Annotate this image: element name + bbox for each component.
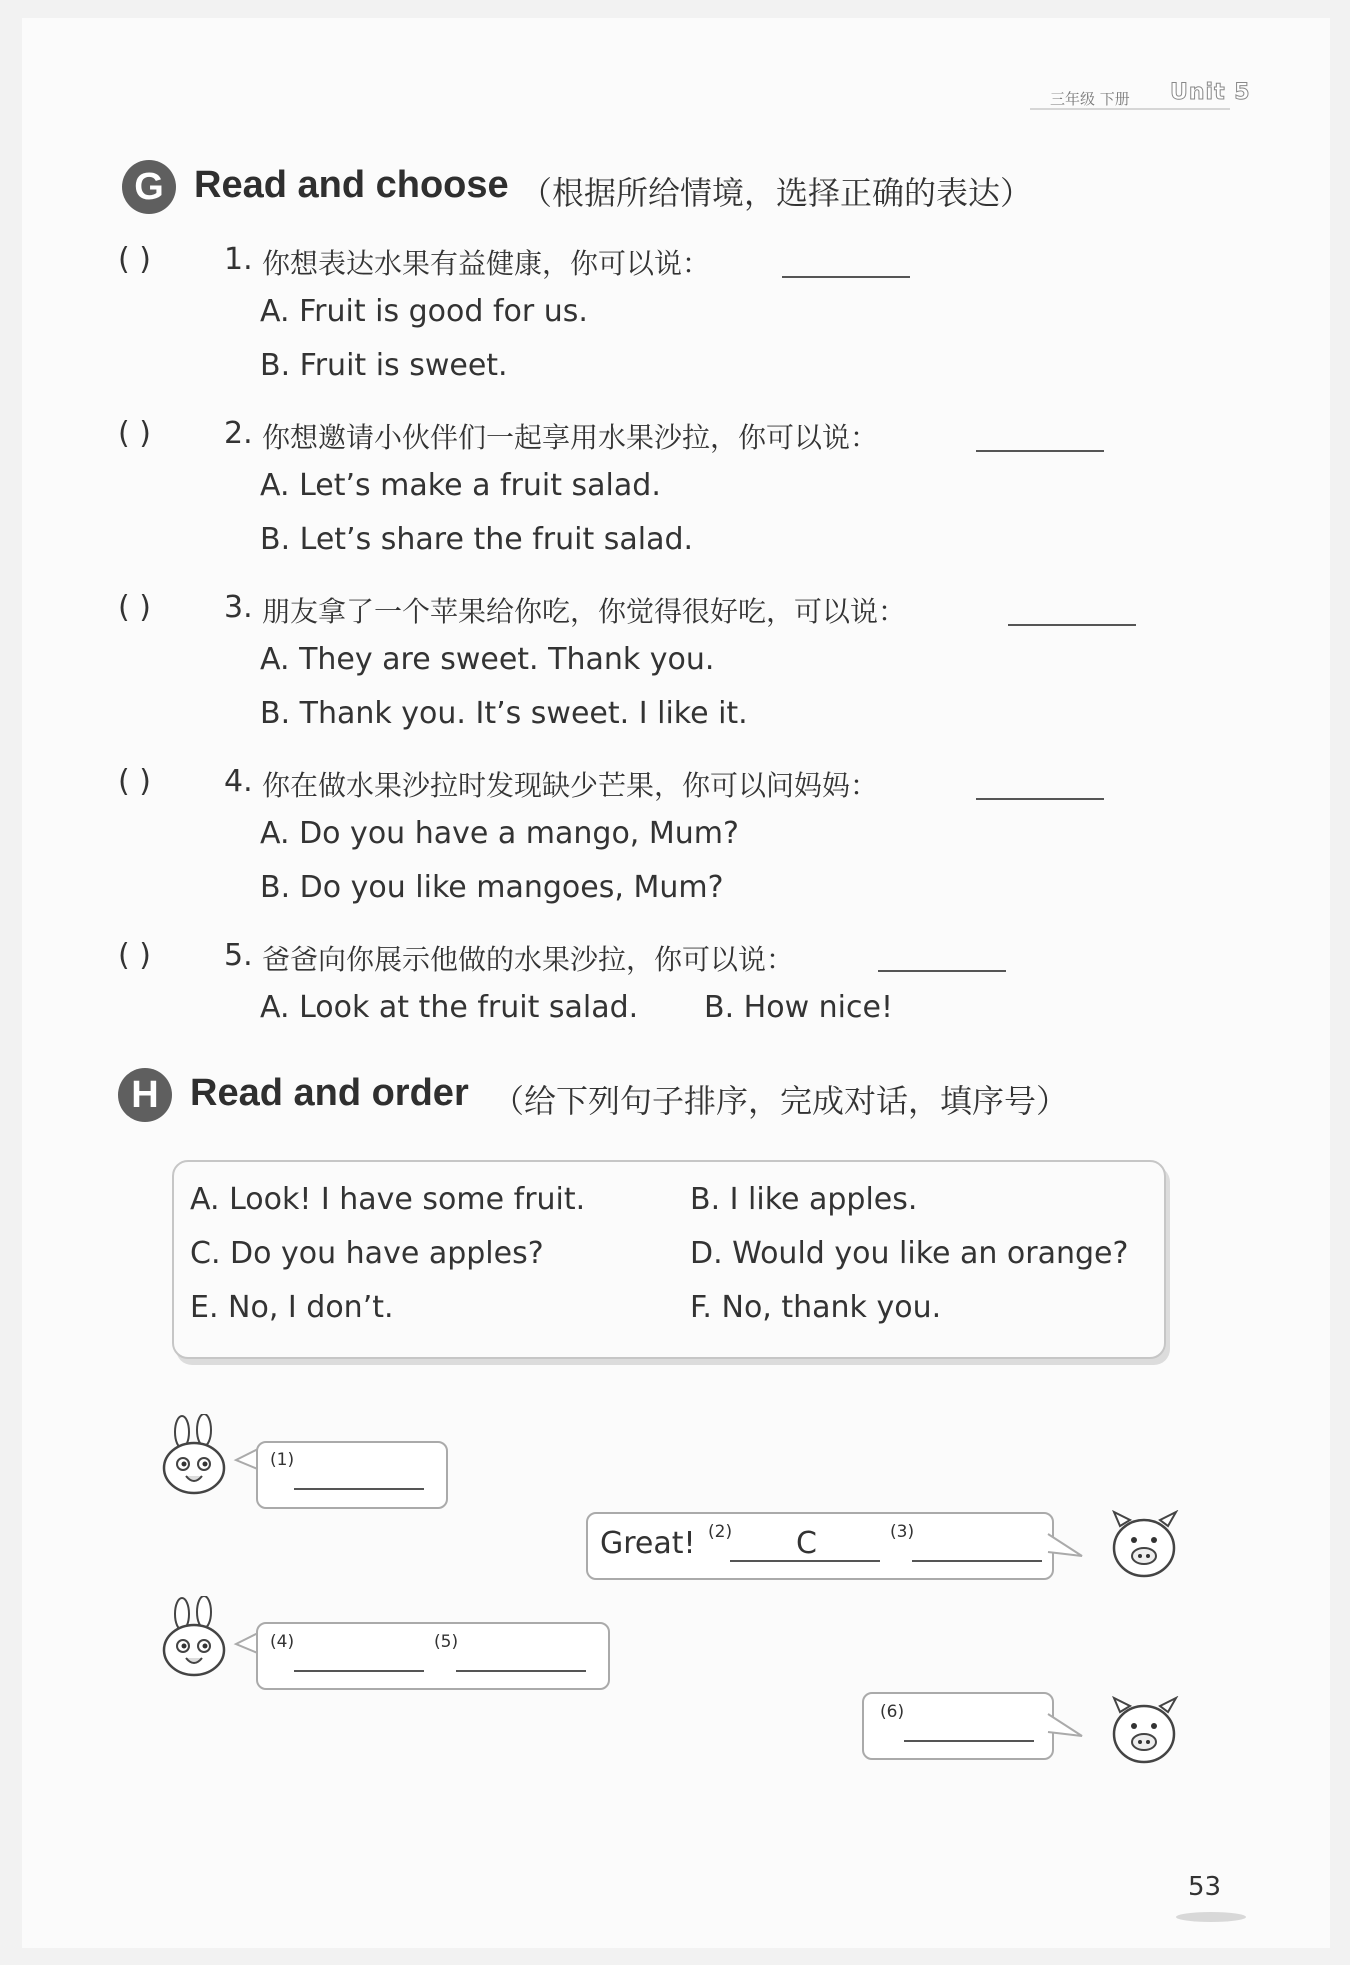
rabbit-icon (158, 1414, 232, 1496)
pig-icon (1108, 1510, 1182, 1580)
order-option: F. No, thank you. (690, 1290, 942, 1325)
question-number: 2. (224, 416, 253, 451)
blank-label: (3) (890, 1522, 915, 1542)
answer-blank-1[interactable] (294, 1488, 424, 1490)
answer-paren-5[interactable]: ( ) (118, 938, 151, 973)
option-b: B. Let’s share the fruit salad. (260, 522, 694, 557)
pig-icon (1108, 1696, 1182, 1766)
section-g-title: Read and choose (194, 164, 509, 206)
answer-blank-3[interactable] (912, 1560, 1042, 1562)
answer-blank-5[interactable] (456, 1670, 586, 1672)
section-g-badge: G (122, 160, 176, 214)
option-a: A. Do you have a mango, Mum? (260, 816, 739, 851)
order-option: B. I like apples. (690, 1182, 918, 1217)
option-a: A. They are sweet. Thank you. (260, 642, 715, 677)
rabbit-icon (158, 1596, 232, 1678)
section-h-badge: H (118, 1068, 172, 1122)
question-text: 爸爸向你展示他做的水果沙拉，你可以说： (262, 943, 795, 976)
question-number: 3. (224, 590, 253, 625)
bubble-tail (1046, 1708, 1086, 1748)
answer-blank-6[interactable] (904, 1740, 1034, 1742)
question-text: 你在做水果沙拉时发现缺少芒果，你可以问妈妈： (262, 769, 879, 802)
section-h-subtitle: （给下列句子排序，完成对话，填序号） (492, 1082, 1069, 1120)
question-text: 你想表达水果有益健康，你可以说： (262, 247, 711, 280)
page-number-swoosh (1176, 1912, 1246, 1922)
answer-blank (782, 276, 910, 278)
answer-blank (976, 798, 1104, 800)
question-number: 5. (224, 938, 253, 973)
answer-paren-1[interactable]: ( ) (118, 242, 151, 277)
answer-paren-3[interactable]: ( ) (118, 590, 151, 625)
section-h-title: Read and order (190, 1072, 469, 1114)
filled-answer: C (796, 1526, 817, 1561)
blank-label: (1) (270, 1450, 295, 1470)
option-a: A. Look at the fruit salad. (260, 990, 639, 1025)
answer-blank (878, 970, 1006, 972)
order-option: C. Do you have apples? (190, 1236, 544, 1271)
option-b: B. How nice! (704, 990, 893, 1025)
blank-label: (2) (708, 1522, 733, 1542)
option-b: B. Fruit is sweet. (260, 348, 508, 383)
answer-paren-4[interactable]: ( ) (118, 764, 151, 799)
order-option: E. No, I don’t. (190, 1290, 394, 1325)
speech-bubble-3 (256, 1622, 610, 1690)
question-text: 朋友拿了一个苹果给你吃，你觉得很好吃，可以说： (262, 595, 907, 628)
bubble-tail (1046, 1528, 1086, 1568)
header-grade: 三年级 下册 (1050, 90, 1130, 108)
blank-label: (6) (880, 1702, 905, 1722)
order-option: A. Look! I have some fruit. (190, 1182, 586, 1217)
question-number: 4. (224, 764, 253, 799)
answer-blank (976, 450, 1104, 452)
option-a: A. Fruit is good for us. (260, 294, 588, 329)
answer-blank (1008, 624, 1136, 626)
option-a: A. Let’s make a fruit salad. (260, 468, 661, 503)
header-unit: Unit 5 (1170, 80, 1251, 105)
option-b: B. Thank you. It’s sweet. I like it. (260, 696, 748, 731)
option-b: B. Do you like mangoes, Mum? (260, 870, 724, 905)
answer-blank-4[interactable] (294, 1670, 424, 1672)
bubble-text: Great! (600, 1526, 696, 1561)
page-number: 53 (1188, 1872, 1222, 1902)
section-g-subtitle: （根据所给情境，选择正确的表达） (520, 174, 1033, 212)
question-text: 你想邀请小伙伴们一起享用水果沙拉，你可以说： (262, 421, 879, 454)
order-option: D. Would you like an orange? (690, 1236, 1129, 1271)
blank-label: (4) (270, 1632, 295, 1652)
answer-paren-2[interactable]: ( ) (118, 416, 151, 451)
blank-label: (5) (434, 1632, 459, 1652)
question-number: 1. (224, 242, 253, 277)
